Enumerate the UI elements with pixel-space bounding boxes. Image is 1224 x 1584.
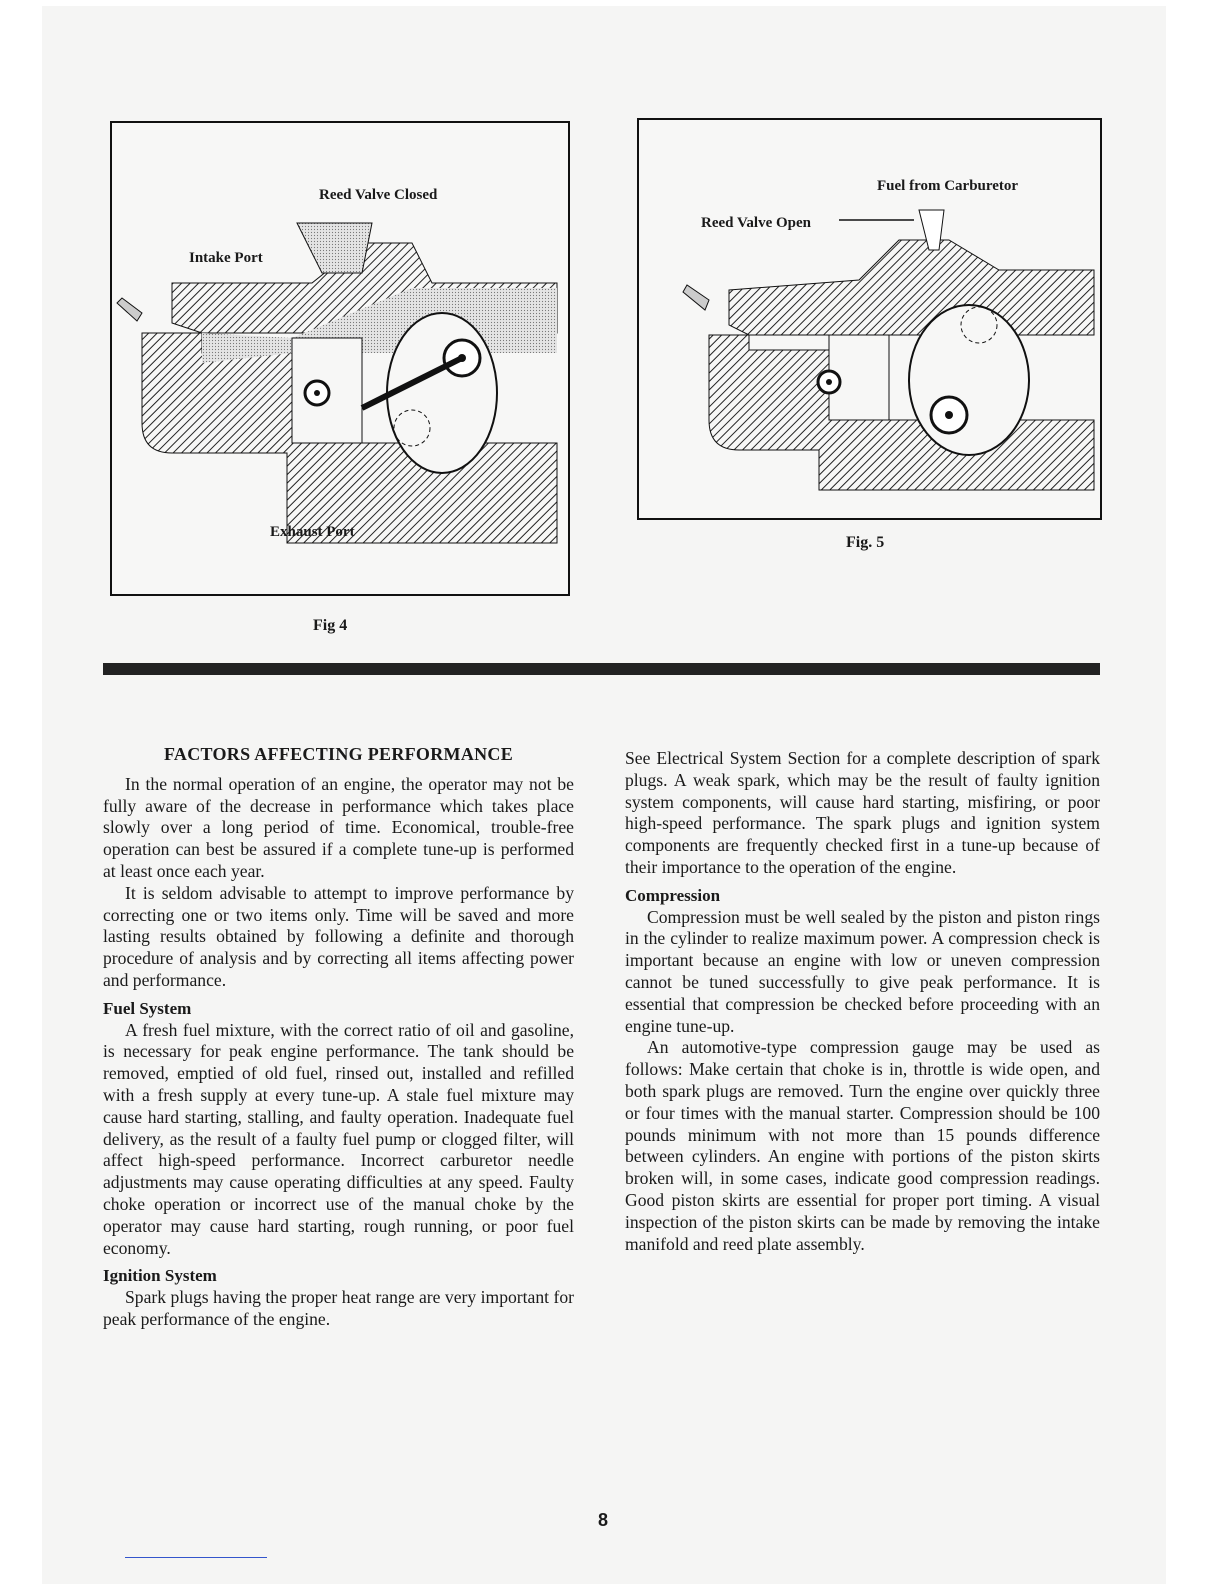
page-number: 8 bbox=[598, 1510, 609, 1530]
section-heading: FACTORS AFFECTING PERFORMANCE bbox=[163, 744, 514, 764]
section-divider bbox=[103, 663, 1100, 675]
figure-4 bbox=[110, 121, 570, 596]
exhaust-port-label: Exhaust Port bbox=[270, 524, 355, 540]
ignition-system-heading: Ignition System bbox=[103, 1266, 217, 1286]
figure-5 bbox=[637, 118, 1102, 520]
left-column bbox=[103, 744, 574, 1331]
paragraph: Compression must be well sealed by the piston and piston rings in the cylinder to realize maximum power. A compression check is important because an engine with low or uneven compression cannot be tuned successfully to give peak performance. It is essential that compression be checked before proceeding with an engine tune-up. bbox=[625, 906, 1100, 1036]
paragraph: An automotive-type compression gauge may be used as follows: Make certain that choke is in, throttle is wide open, and both spark plugs are removed. Turn the engine over quickly three or four times with the manual starter. Compression should be 100 pounds minimum with not more than 15 pounds difference between cylinders. An engine with portions of the piston skirts broken will, in some cases, indicate good compression readings. Good piston skirts are essential for proper port timing. A visual inspection of the piston skirts can be made by removing the intake manifold and reed plate assembly. bbox=[625, 1037, 1100, 1254]
reed-valve-open-label: Reed Valve Open bbox=[701, 215, 812, 231]
reed-valve-closed-label: Reed Valve Closed bbox=[319, 187, 438, 203]
paragraph: In the normal operation of an engine, the operator may not be fully aware of the decrease in performance which takes place slowly over a long period of time. Economical, trouble-free operation can best be assured if a complete tune-up is performed at least once each year. bbox=[103, 773, 574, 881]
intake-port-label: Intake Port bbox=[189, 250, 263, 266]
paragraph: Spark plugs having the proper heat range are very important for peak performance of the engine. bbox=[103, 1287, 574, 1329]
paragraph: See Electrical System Section for a complete description of spark plugs. A weak spark, which may be the result of faulty ignition system components, will cause hard starting, misfiring, or poor high-speed performance. The spark plugs and ignition system components are frequently checked first in a tune-up because of their importance to the operation of the engine. bbox=[625, 748, 1100, 877]
figure-4-caption: Fig 4 bbox=[313, 617, 348, 634]
compression-heading: Compression bbox=[625, 885, 721, 905]
paragraph: It is seldom advisable to attempt to improve performance by correcting one or two items only. Time will be saved and more lasting results obtained by following a definite and thorough procedure of analysis and by correcting all items affecting power and performance. bbox=[103, 882, 574, 990]
paragraph: A fresh fuel mixture, with the correct ratio of oil and gasoline, is necessary for peak engine performance. The tank should be removed, emptied of old fuel, rinsed out, installed and refilled with a fresh supply at every tune-up. A stale fuel mixture may cause hard starting, stalling, and faulty operation. Inadequate fuel delivery, as the result of a faulty fuel pump or clogged filter, will affect high-speed performance. Incorrect carburetor needle adjustments may cause operating difficulties at any speed. Faulty choke operation or incorrect use of the manual choke by the operator may cause hard starting, rough running, or poor fuel economy. bbox=[103, 1019, 574, 1258]
figure-5-caption: Fig. 5 bbox=[846, 534, 885, 551]
engine-diagram-reed-open bbox=[639, 120, 1100, 518]
fuel-system-heading: Fuel System bbox=[103, 998, 192, 1018]
scan-mark bbox=[125, 1557, 267, 1558]
right-column bbox=[625, 748, 1100, 1255]
fuel-from-carburetor-label: Fuel from Carburetor bbox=[877, 178, 1019, 194]
